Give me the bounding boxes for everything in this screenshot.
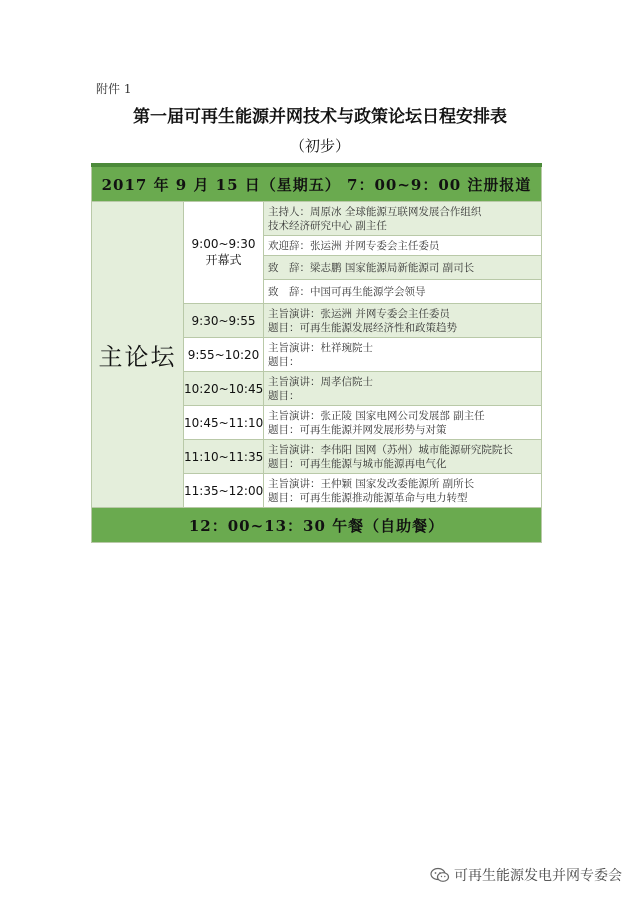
opening-item-welcome <box>264 236 542 256</box>
desc-line: 主持人：周原冰 全球能源互联网发展合作组织 <box>268 205 482 218</box>
session-time: 9:55~10:20 <box>184 338 264 372</box>
desc-line: 题目：可再生能源推动能源革命与电力转型 <box>268 491 468 504</box>
opening-time: 9:00~9:30 <box>191 237 256 251</box>
session-desc <box>264 474 542 508</box>
desc-line: 主旨演讲：张正陵 国家电网公司发展部 副主任 <box>268 409 485 422</box>
session-desc <box>264 304 542 338</box>
session-desc <box>264 406 542 440</box>
session-time: 10:45~11:10 <box>184 406 264 440</box>
desc-line: 题目： <box>268 355 300 368</box>
schedule-table <box>91 163 542 543</box>
opening-item-host <box>264 202 542 236</box>
main-forum-label: 主论坛 <box>92 202 184 508</box>
opening-item-speech-2 <box>264 280 542 304</box>
desc-line: 致 辞：中国可再生能源学会领导 <box>268 285 426 298</box>
registration-row <box>92 165 542 202</box>
session-time: 11:35~12:00 <box>184 474 264 508</box>
session-desc <box>264 372 542 406</box>
session-time: 11:10~11:35 <box>184 440 264 474</box>
desc-line: 题目：可再生能源并网发展形势与对策 <box>268 423 447 436</box>
desc-line: 主旨演讲：王仲颖 国家发改委能源所 副所长 <box>268 477 475 490</box>
registration-bar: 2017 年 9 月 15 日（星期五） 7：00~9：00 注册报道 <box>92 165 542 202</box>
opening-time-cell <box>184 202 264 304</box>
desc-line: 欢迎辞：张运洲 并网专委会主任委员 <box>268 239 440 252</box>
lunch-bar: 12：00~13：30 午餐（自助餐） <box>92 508 542 543</box>
desc-line: 主旨演讲：周孝信院士 <box>268 375 373 388</box>
watermark-text: 可再生能源发电并网专委会 <box>454 868 622 884</box>
attachment-label: 附件 1 <box>96 82 132 96</box>
session-desc <box>264 440 542 474</box>
session-time: 10:20~10:45 <box>184 372 264 406</box>
session-desc <box>264 338 542 372</box>
desc-line: 致 辞：梁志鹏 国家能源局新能源司 副司长 <box>268 261 475 274</box>
session-time: 9:30~9:55 <box>184 304 264 338</box>
opening-name: 开幕式 <box>205 253 242 267</box>
watermark <box>430 865 622 885</box>
desc-line: 技术经济研究中心 副主任 <box>268 219 387 232</box>
desc-line: 主旨演讲：杜祥琬院士 <box>268 341 373 354</box>
desc-line: 主旨演讲：张运洲 并网专委会主任委员 <box>268 307 450 320</box>
desc-line: 题目：可再生能源发展经济性和政策趋势 <box>268 321 457 334</box>
opening-row-1 <box>92 202 542 236</box>
wechat-logo-icon <box>430 867 450 883</box>
opening-item-speech-1 <box>264 256 542 280</box>
page-subtitle: （初步） <box>289 137 350 155</box>
desc-line: 题目： <box>268 389 300 402</box>
desc-line: 题目：可再生能源与城市能源再电气化 <box>268 457 447 470</box>
desc-line: 主旨演讲：李伟阳 国网（苏州）城市能源研究院院长 <box>268 443 513 456</box>
lunch-row <box>92 508 542 543</box>
page-title: 第一届可再生能源并网技术与政策论坛日程安排表 <box>133 107 507 127</box>
